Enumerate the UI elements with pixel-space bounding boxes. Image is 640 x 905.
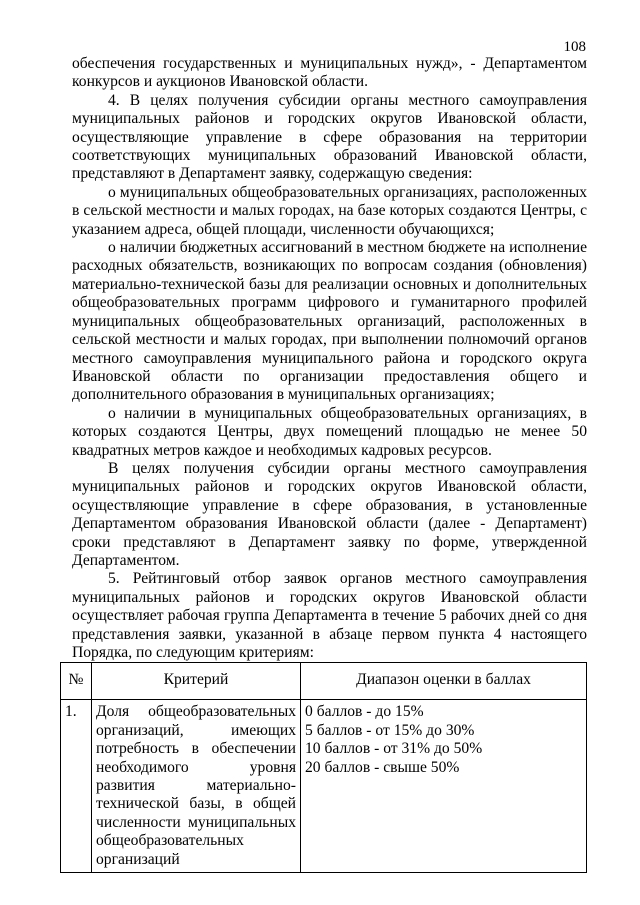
paragraph: 5. Рейтинговый отбор заявок органов местного самоуправления муниципальных районов и городских округов Ивановской области осуществляет рабочая группа Департамента в течение 5 рабочих дней со дня представления заявки, указанной в абзаце первом пункта 4 настоящего Порядка, по следующим критериям: <box>72 570 587 661</box>
paragraph: обеспечения государственных и муниципальных нужд», - Департаментом конкурсов и аукционов Ивановской области. <box>72 55 587 91</box>
header-criterion: Критерий <box>92 663 301 700</box>
paragraph: о наличии в муниципальных общеобразовательных организациях, в которых создаются Центры, двух помещений площадью не менее 50 квадратных метров каждое и необходимых кадровых ресурсов. <box>72 404 587 459</box>
row-criterion: Доля общеобразовательных организаций, имеющих потребность в обеспечении необходимого уровня развития материально-технической базы, в общей численности муниципальных общеобразовательных организаций <box>92 700 301 873</box>
paragraph: В целях получения субсидии органы местного самоуправления муниципальных районов и городских округов Ивановской области, осуществляющие управление в сфере образования, в установленные Департаментом образования Ивановской области (далее - Департамент) сроки представляют в Департамент заявку по форме, утвержденной Департаментом. <box>72 459 587 569</box>
header-number: № <box>61 663 92 700</box>
header-range: Диапазон оценки в баллах <box>301 663 587 700</box>
range-item: 5 баллов - от 15% до 30% <box>305 721 475 739</box>
row-number: 1. <box>61 700 92 873</box>
page-number: 108 <box>563 39 586 55</box>
body-text <box>72 55 587 662</box>
range-item: 0 баллов - до 15% <box>305 703 424 721</box>
range-item: 20 баллов - свыше 50% <box>305 758 460 776</box>
paragraph: о муниципальных общеобразовательных организациях, расположенных в сельской местности и малых городах, на базе которых создаются Центры, с указанием адреса, общей площади, численности обучающихся; <box>72 183 587 238</box>
paragraph: о наличии бюджетных ассигнований в местном бюджете на исполнение расходных обязательств, возникающих по вопросам создания (обновления) материально-технической базы для реализации основных и дополнительных общеобразовательных программ цифрового и гуманитарного профилей муниципальных общеобразовательных организаций, расположенных в сельской местности и малых городах, при выполнении полномочий органов местного самоуправления муниципального района и городского округа Ивановской области по организации предоставления общего и дополнительного образования в муниципальных организациях; <box>72 239 587 404</box>
paragraph: 4. В целях получения субсидии органы местного самоуправления муниципальных районов и городских округов Ивановской области, осуществляющие управление в сфере образования на территории соответствующих муниципальных образований Ивановской области, представляют в Департамент заявку, содержащую сведения: <box>72 91 587 183</box>
table-row <box>61 700 587 873</box>
range-item: 10 баллов - от 31% до 50% <box>305 740 483 758</box>
row-ranges <box>301 700 587 873</box>
criteria-table <box>60 662 587 873</box>
table-header-row <box>61 663 587 700</box>
